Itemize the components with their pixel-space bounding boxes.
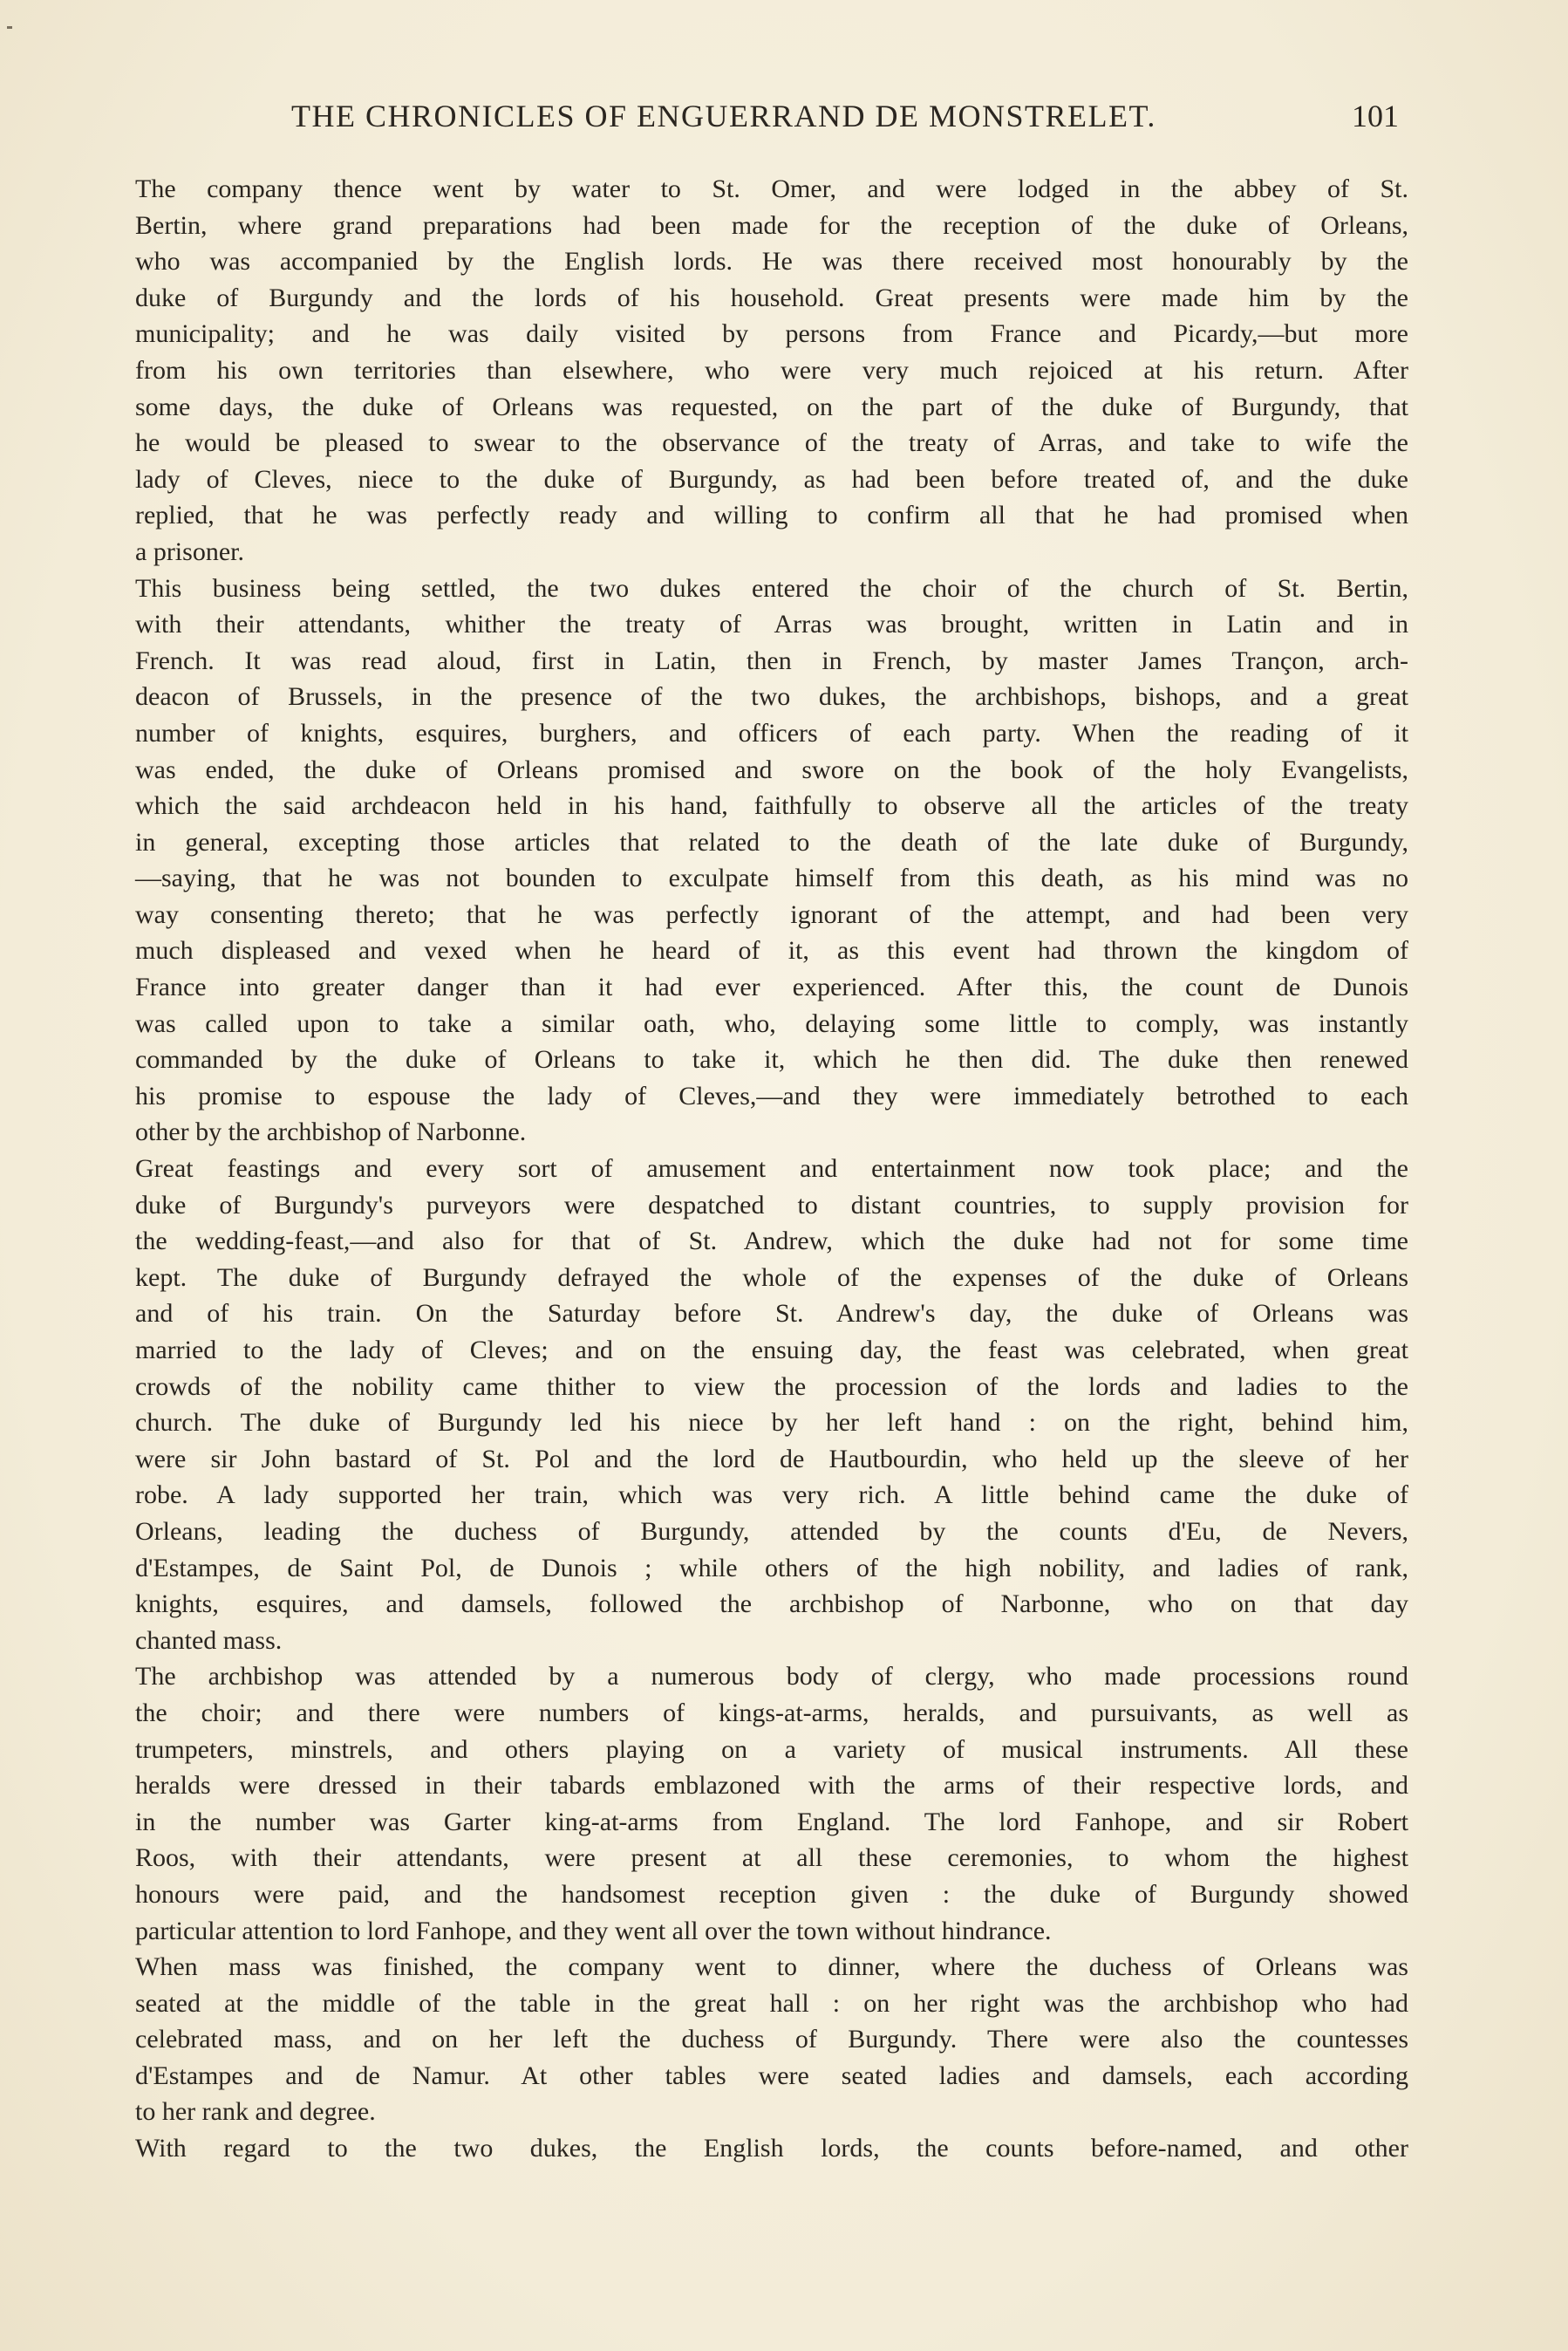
text-line: d'Estampes, de Saint Pol, de Dunois ; while others of the high nobility, and ladies of rank,: [135, 1553, 1408, 1582]
text-line: from his own territories than elsewhere, who were very much rejoiced at his return. After: [135, 355, 1408, 385]
text-line: knights, esquires, and damsels, followed the archbishop of Narbonne, who on that day: [135, 1589, 1408, 1619]
paragraph: [135, 1949, 1408, 2130]
text-line: chanted mass.: [135, 1625, 283, 1655]
text-line: much displeased and vexed when he heard of it, as this event had thrown the kingdom of: [135, 936, 1408, 966]
text-line: duke of Burgundy's purveyors were despatched to distant countries, to supply provision for: [135, 1190, 1408, 1220]
page-edge-mark: [7, 26, 12, 29]
paragraph: [135, 1658, 1408, 1949]
text-line: in the number was Garter king-at-arms from England. The lord Fanhope, and sir Robert: [135, 1807, 1408, 1836]
text-line: church. The duke of Burgundy led his niece by her left hand : on the right, behind him,: [135, 1408, 1408, 1438]
text-line: with their attendants, whither the treaty of Arras was brought, written in Latin and in: [135, 610, 1408, 639]
text-line: and of his train. On the Saturday before St. Andrew's day, the duke of Orleans was: [135, 1299, 1408, 1329]
text-line: French. It was read aloud, first in Latin, then in French, by master James Trançon, arch-: [135, 646, 1408, 675]
text-line: seated at the middle of the table in the great hall : on her right was the archbishop who had: [135, 1988, 1408, 2018]
page-header: [187, 98, 1399, 141]
text-line: d'Estampes and de Namur. At other tables were seated ladies and damsels, each according: [135, 2061, 1408, 2090]
text-line: robe. A lady supported her train, which was very rich. A little behind came the duke of: [135, 1480, 1408, 1510]
text-line: crowds of the nobility came thither to view the procession of the lords and ladies to the: [135, 1371, 1408, 1401]
text-line: The company thence went by water to St. Omer, and were lodged in the abbey of St.: [135, 174, 1408, 203]
text-line: replied, that he was perfectly ready and willing to confirm all that he had promised when: [135, 501, 1408, 530]
text-line: was ended, the duke of Orleans promised and swore on the book of the holy Evangelists,: [135, 755, 1408, 784]
text-line: a prisoner.: [135, 536, 244, 566]
text-line: in general, excepting those articles that related to the death of the late duke of Burgundy,: [135, 827, 1408, 857]
text-line: the wedding-feast,—and also for that of St. Andrew, which the duke had not for some time: [135, 1227, 1408, 1256]
paragraph: [135, 571, 1408, 1152]
text-line: to her rank and degree.: [135, 2097, 376, 2127]
text-line: lady of Cleves, niece to the duke of Burgundy, as had been before treated of, and the duke: [135, 464, 1408, 494]
text-line: were sir John bastard of St. Pol and the lord de Hautbourdin, who held up the sleeve of her: [135, 1444, 1408, 1473]
text-line: was called upon to take a similar oath, who, delaying some little to comply, was instantly: [135, 1008, 1408, 1038]
text-line: Roos, with their attendants, were present at all these ceremonies, to whom the highest: [135, 1843, 1408, 1873]
text-line: France into greater danger than it had ever experienced. After this, the count de Dunois: [135, 973, 1408, 1002]
text-line: who was accompanied by the English lords. He was there received most honourably by the: [135, 247, 1408, 277]
text-line: deacon of Brussels, in the presence of the two dukes, the archbishops, bishops, and a great: [135, 682, 1408, 712]
text-line: heralds were dressed in their tabards emblazoned with the arms of their respective lords, and: [135, 1771, 1408, 1801]
text-line: celebrated mass, and on her left the duchess of Burgundy. There were also the countesses: [135, 2025, 1408, 2054]
text-line: honours were paid, and the handsomest reception given : the duke of Burgundy showed: [135, 1879, 1408, 1909]
body-text: [135, 171, 1408, 2167]
text-line: —saying, that he was not bounden to exculpate himself from this death, as his mind was no: [135, 864, 1408, 893]
text-line: Bertin, where grand preparations had been made for the reception of the duke of Orleans,: [135, 210, 1408, 240]
text-line: municipality; and he was daily visited by persons from France and Picardy,—but more: [135, 319, 1408, 349]
text-line: Orleans, leading the duchess of Burgundy, attended by the counts d'Eu, de Nevers,: [135, 1516, 1408, 1546]
text-line: way consenting thereto; that he was perfectly ignorant of the attempt, and had been very: [135, 899, 1408, 929]
text-line: This business being settled, the two dukes entered the choir of the church of St. Bertin,: [135, 573, 1408, 603]
text-line: his promise to espouse the lady of Cleves,—and they were immediately betrothed to each: [135, 1081, 1408, 1111]
text-line: Great feastings and every sort of amusement and entertainment now took place; and the: [135, 1154, 1408, 1184]
text-line: With regard to the two dukes, the English lords, the counts before-named, and other: [135, 2134, 1408, 2163]
text-line: he would be pleased to swear to the observance of the treaty of Arras, and take to wife the: [135, 428, 1408, 458]
paragraph: [135, 171, 1408, 571]
text-line: kept. The duke of Burgundy defrayed the whole of the expenses of the duke of Orleans: [135, 1262, 1408, 1292]
text-line: The archbishop was attended by a numerous body of clergy, who made processions round: [135, 1662, 1408, 1691]
paragraph: [135, 2130, 1408, 2167]
text-line: married to the lady of Cleves; and on the ensuing day, the feast was celebrated, when great: [135, 1336, 1408, 1364]
page-number: 101: [1352, 99, 1399, 133]
text-line: duke of Burgundy and the lords of his household. Great presents were made him by the: [135, 283, 1408, 312]
text-line: number of knights, esquires, burghers, and officers of each party. When the reading of it: [135, 718, 1408, 748]
text-line: trumpeters, minstrels, and others playing on a variety of musical instruments. All these: [135, 1734, 1408, 1764]
text-line: other by the archbishop of Narbonne.: [135, 1117, 527, 1147]
text-line: commanded by the duke of Orleans to take it, which he then did. The duke then renewed: [135, 1045, 1408, 1075]
text-line: When mass was finished, the company went to dinner, where the duchess of Orleans was: [135, 1952, 1408, 1982]
running-title: THE CHRONICLES OF ENGUERRAND DE MONSTRELET.: [291, 99, 1156, 133]
paragraph: [135, 1151, 1408, 1658]
text-line: the choir; and there were numbers of kings-at-arms, heralds, and pursuivants, as well as: [135, 1698, 1408, 1727]
text-line: some days, the duke of Orleans was requested, on the part of the duke of Burgundy, that: [135, 392, 1408, 421]
text-line: particular attention to lord Fanhope, and they went all over the town without hindrance.: [135, 1916, 1052, 1945]
text-line: which the said archdeacon held in his hand, faithfully to observe all the articles of the treaty: [135, 791, 1408, 821]
